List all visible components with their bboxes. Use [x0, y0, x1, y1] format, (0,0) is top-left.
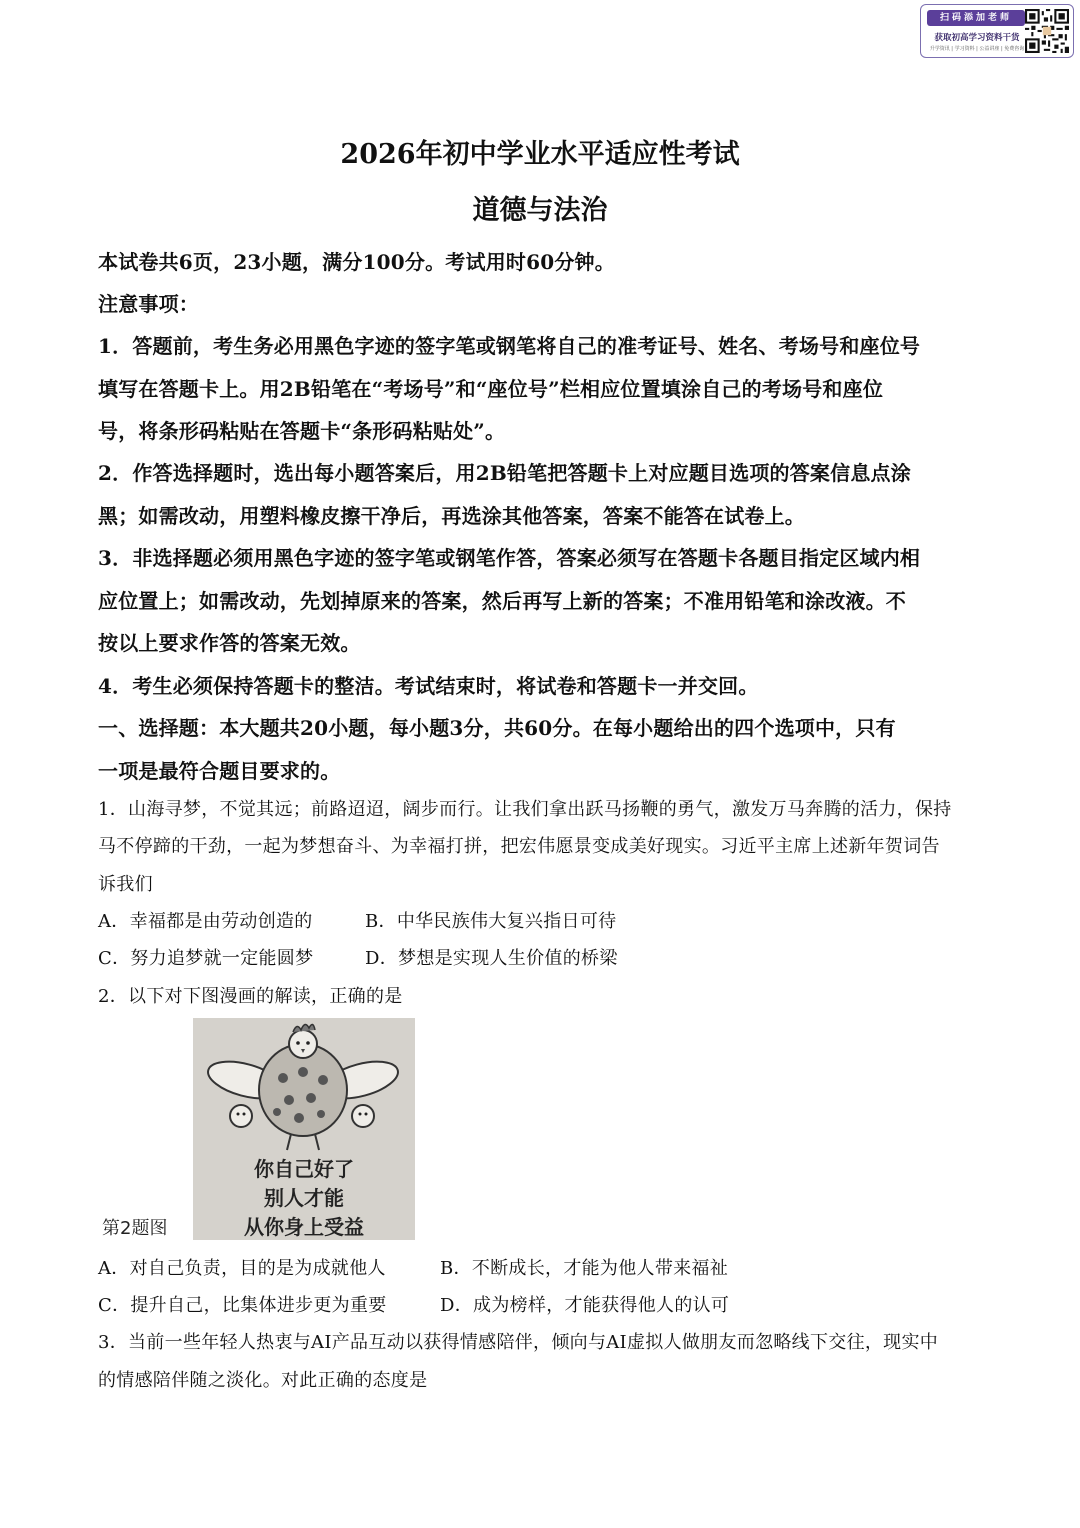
cartoon-text-line: 你自己好了: [254, 1157, 354, 1181]
notice-line: 应位置上；如需改动，先划掉原来的答案，然后再写上新的答案；不准用铅笔和涂改液。不: [98, 589, 906, 613]
q2-cartoon-image: [193, 1018, 415, 1240]
cartoon-text-line: 从你身上受益: [244, 1215, 364, 1239]
q3-stem: 的情感陪伴随之淡化。对此正确的态度是: [98, 1370, 428, 1391]
q2-option-c: C．提升自己，比集体进步更为重要: [98, 1295, 387, 1316]
promo-badge[interactable]: [920, 4, 1074, 58]
promo-tagline: 获取初高学习资料干货: [934, 33, 1020, 43]
notice-heading: 注意事项：: [98, 292, 199, 316]
q2-option-b: B．不断成长，才能为他人带来福祉: [440, 1258, 729, 1279]
cartoon-text-line: 别人才能: [264, 1186, 344, 1210]
section-header: 一项是最符合题目要求的。: [98, 759, 341, 783]
section-header: 一、选择题：本大题共20小题，每小题3分，共60分。在每小题给出的四个选项中，只有: [98, 716, 896, 740]
q1-stem: 诉我们: [98, 874, 153, 895]
qr-code-icon[interactable]: [1025, 9, 1069, 53]
exam-title: 2026年初中学业水平适应性考试: [340, 139, 740, 170]
q2-option-a: A．对自己负责，目的是为成就他人: [98, 1258, 386, 1279]
notice-line: 填写在答题卡上。用2B铅笔在“考场号”和“座位号”栏相应位置填涂自己的考场号和座位: [98, 377, 884, 401]
notice-line: 黑；如需改动，用塑料橡皮擦干净后，再选涂其他答案，答案不能答在试卷上。: [98, 504, 805, 528]
q1-option-d: D．梦想是实现人生价值的桥梁: [365, 948, 618, 969]
q1-option-a: A．幸福都是由劳动创造的: [98, 911, 313, 932]
hen-chicks-illustration: [193, 1018, 415, 1240]
notice-line: 4．考生必须保持答题卡的整洁。考试结束时，将试卷和答题卡一并交回。: [98, 674, 759, 698]
subject-title: 道德与法治: [472, 195, 608, 226]
notice-line: 按以上要求作答的答案无效。: [98, 631, 361, 655]
promo-subline: 升学资讯 | 学习资料 | 公益讲座 | 免费咨询: [929, 46, 1025, 52]
q2-figure-caption: 第2题图: [102, 1218, 168, 1239]
q1-option-b: B．中华民族伟大复兴指日可待: [365, 911, 617, 932]
q1-stem: 马不停蹄的干劲，一起为梦想奋斗、为幸福打拼，把宏伟愿景变成美好现实。习近平主席上述新年贺词告: [98, 836, 940, 857]
exam-info: 本试卷共6页，23小题，满分100分。考试用时60分钟。: [98, 250, 615, 274]
notice-line: 2．作答选择题时，选出每小题答案后，用2B铅笔把答题卡上对应题目选项的答案信息点涂: [98, 461, 911, 485]
q1-stem: 1．山海寻梦，不觉其远；前路迢迢，阔步而行。让我们拿出跃马扬鞭的勇气，激发万马奔腾的活力，保持: [98, 799, 952, 820]
notice-line: 号，将条形码粘贴在答题卡“条形码粘贴处”。: [98, 419, 506, 443]
q2-option-d: D．成为榜样，才能获得他人的认可: [440, 1295, 730, 1316]
scan-add-teacher-button[interactable]: 扫码添加老师: [927, 10, 1025, 26]
q1-option-c: C．努力追梦就一定能圆梦: [98, 948, 314, 969]
q2-stem: 2．以下对下图漫画的解读，正确的是: [98, 986, 403, 1007]
notice-line: 3．非选择题必须用黑色字迹的签字笔或钢笔作答，答案必须写在答题卡各题目指定区域内相: [98, 546, 921, 570]
notice-line: 1．答题前，考生务必用黑色字迹的签字笔或钢笔将自己的准考证号、姓名、考场号和座位号: [98, 334, 921, 358]
q3-stem: 3．当前一些年轻人热衷与AI产品互动以获得情感陪伴，倾向与AI虚拟人做朋友而忽略线下交往，现实中: [98, 1332, 939, 1353]
